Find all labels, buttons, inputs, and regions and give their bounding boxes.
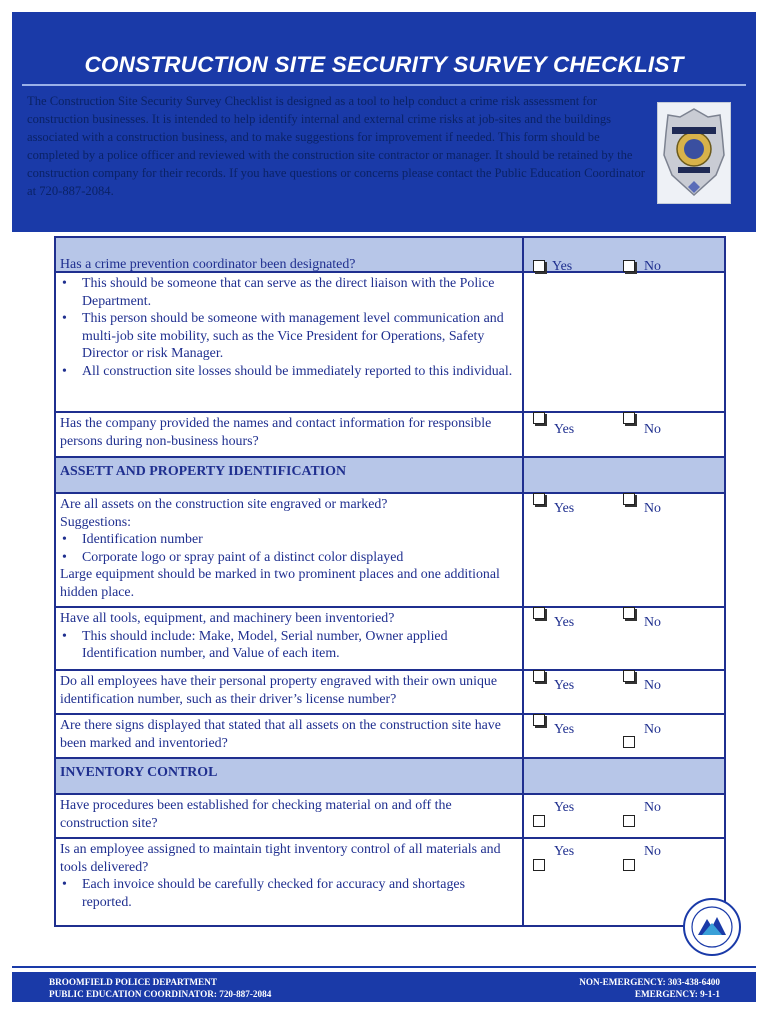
yes-checkbox[interactable]: [533, 670, 545, 682]
engraved-bullets: [60, 531, 518, 566]
yes-checkbox[interactable]: [533, 815, 545, 827]
city-seal-icon: [682, 897, 742, 957]
yes-label: Yes: [554, 844, 575, 859]
table-row: [55, 670, 725, 714]
list-item: • This person should be someone with management level communication and multi-job site mobility, such as the Vice President for Operations, Safety Director or risk Manager.: [60, 310, 518, 363]
table-row: [55, 607, 725, 670]
table-row: [55, 237, 725, 272]
no-label: No: [644, 259, 661, 274]
table-row: [55, 714, 725, 758]
suggestions-label: Suggestions:: [60, 514, 132, 530]
no-checkbox[interactable]: [623, 412, 635, 424]
no-checkbox[interactable]: [623, 859, 635, 871]
list-item: • Each invoice should be carefully checked for accuracy and shortages reported.: [60, 876, 518, 911]
list-item: • All construction site losses should be immediately reported to this individual.: [60, 363, 518, 381]
police-badge-icon: [657, 102, 731, 204]
yes-label: Yes: [554, 722, 575, 737]
no-label: No: [644, 422, 661, 437]
question-engraved: Are all assets on the construction site engraved or marked?: [60, 497, 388, 512]
section-title: ASSETT AND PROPERTY IDENTIFICATION: [60, 464, 346, 479]
no-label: No: [644, 501, 661, 516]
list-item: • Identification number: [60, 531, 518, 549]
footer-divider: [12, 966, 756, 968]
inventoried-bullets: [60, 628, 518, 663]
table-row: [55, 838, 725, 926]
no-label: No: [644, 678, 661, 693]
no-checkbox[interactable]: [623, 815, 635, 827]
no-checkbox[interactable]: [623, 260, 635, 272]
no-label: No: [644, 800, 661, 815]
yes-label: Yes: [554, 800, 575, 815]
yes-checkbox[interactable]: [533, 607, 545, 619]
no-label: No: [644, 844, 661, 859]
footer-emergency: EMERGENCY: 9-1-1: [634, 989, 720, 999]
question-procedures: Have procedures been established for checking material on and off the construction site?: [60, 798, 452, 831]
table-row: [55, 272, 725, 412]
no-label: No: [644, 615, 661, 630]
list-item: • Corporate logo or spray paint of a distinct color displayed: [60, 549, 518, 567]
no-checkbox[interactable]: [623, 670, 635, 682]
footer-non-emergency: NON-EMERGENCY: 303-438-6400: [579, 977, 720, 987]
no-checkbox[interactable]: [623, 607, 635, 619]
yes-checkbox[interactable]: [533, 260, 545, 272]
question-personal-property: Do all employees have their personal property engraved with their own unique identification number, such as their driver’s license number?: [60, 674, 498, 707]
section-title: INVENTORY CONTROL: [60, 765, 218, 780]
intro-paragraph: The Construction Site Security Survey Checklist is designed as a tool to help conduct a crime risk assessment for construction businesses. It is intended to help identify internal and external crime risks at job-sites and the buildings associated with a construction business, and to make suggestions for improvement if needed. This form should be completed by a police officer and reviewed with the construction site contractor or manager. It should be retained by the construction company for their records. If you have questions or concerns please contact the Public Education Coordinator at 720-887-2084.: [27, 94, 645, 198]
inventory-bullets: [60, 876, 518, 911]
page-title: CONSTRUCTION SITE SECURITY SURVEY CHECKLIST: [22, 52, 746, 86]
footer-band: [12, 972, 756, 1002]
list-item: • This should include: Make, Model, Serial number, Owner applied Identification number, and Value of each item.: [60, 628, 518, 663]
yes-checkbox[interactable]: [533, 493, 545, 505]
yes-checkbox[interactable]: [533, 714, 545, 726]
list-item: • This should be someone that can serve as the direct liaison with the Police Department.: [60, 275, 518, 310]
footer-department: BROOMFIELD POLICE DEPARTMENT: [49, 977, 217, 987]
section-header: [55, 758, 725, 794]
no-checkbox[interactable]: [623, 493, 635, 505]
table-row: [55, 493, 725, 607]
no-label: No: [644, 722, 661, 737]
yes-label: Yes: [554, 422, 575, 437]
question-inventoried: Have all tools, equipment, and machinery been inventoried?: [60, 611, 395, 626]
yes-checkbox[interactable]: [533, 412, 545, 424]
yes-label: Yes: [554, 615, 575, 630]
question-signs: Are there signs displayed that stated that all assets on the construction site have been marked and inventoried?: [60, 718, 501, 751]
yes-label: Yes: [552, 259, 573, 274]
section-header: [55, 457, 725, 493]
table-row: [55, 412, 725, 457]
yes-label: Yes: [554, 678, 575, 693]
question-inventory-employee: Is an employee assigned to maintain tight inventory control of all materials and tools delivered?: [60, 842, 501, 875]
yes-label: Yes: [554, 501, 575, 516]
no-checkbox[interactable]: [623, 736, 635, 748]
footer-education-coordinator: PUBLIC EDUCATION COORDINATOR: 720-887-2084: [49, 989, 272, 999]
question-contacts: Has the company provided the names and contact information for responsible persons during non-business hours?: [60, 416, 492, 449]
equipment-note: Large equipment should be marked in two prominent places and one additional hidden place.: [60, 567, 500, 600]
table-row: [55, 794, 725, 838]
checklist-table: [54, 236, 726, 927]
question-coordinator: Has a crime prevention coordinator been designated?: [60, 257, 356, 272]
yes-checkbox[interactable]: [533, 859, 545, 871]
coordinator-bullets: [60, 275, 518, 381]
